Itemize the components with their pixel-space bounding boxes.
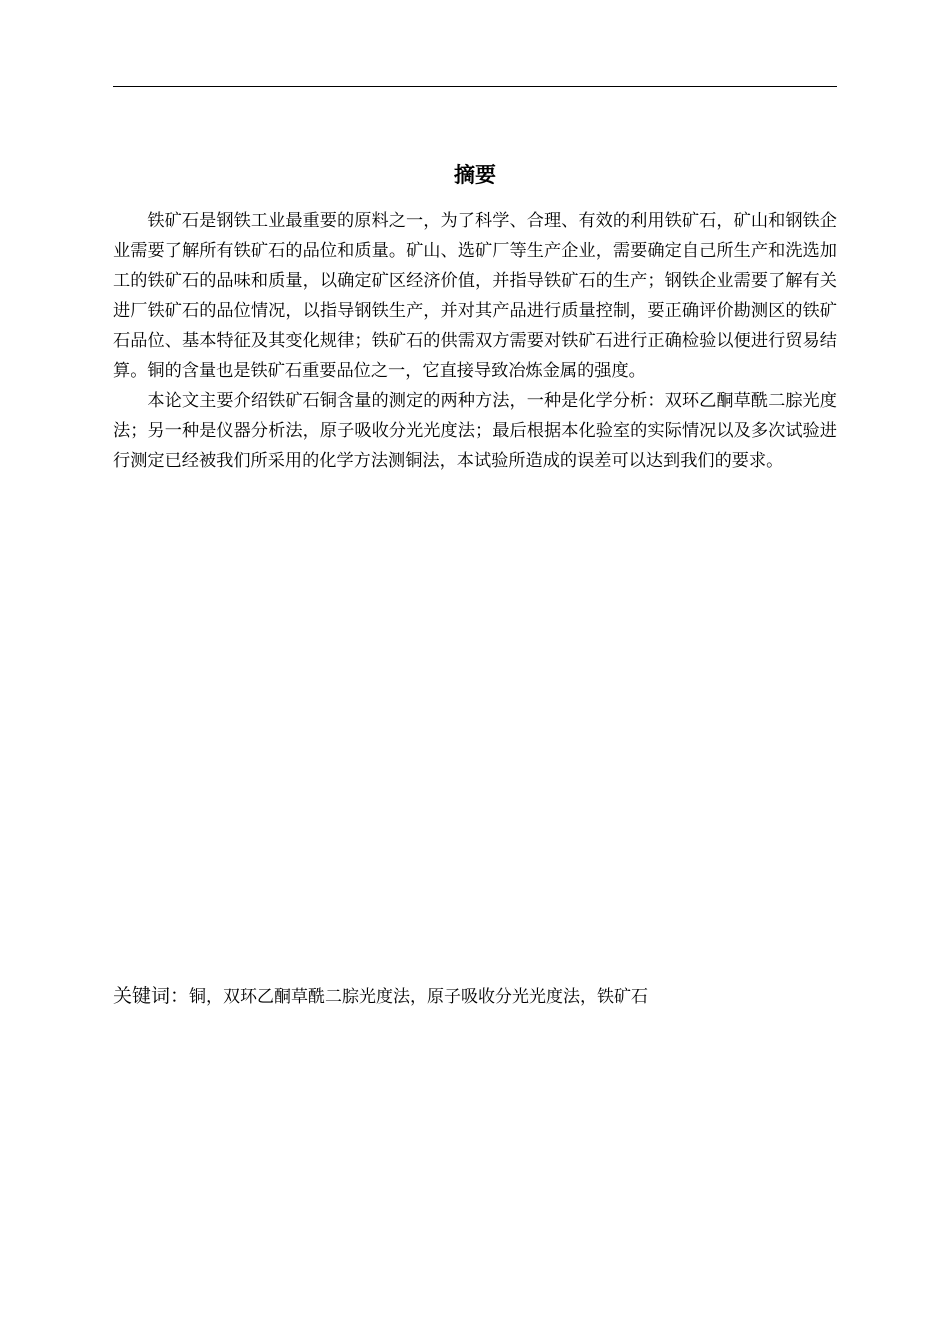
keywords-line [113, 982, 837, 1011]
keywords-label: 关键词： [113, 985, 190, 1007]
abstract-paragraph-1: 铁矿石是钢铁工业最重要的原料之一，为了科学、合理、有效的利用铁矿石，矿山和钢铁企业需要了解所有铁矿石的品位和质量。矿山、选矿厂等生产企业，需要确定自己所生产和洗选加工的铁矿石的品味和质量，以确定矿区经济价值，并指导铁矿石的生产；钢铁企业需要了解有关进厂铁矿石的品位情况，以指导钢铁生产，并对其产品进行质量控制，要正确评价勘测区的铁矿石品位、基本特征及其变化规律；铁矿石的供需双方需要对铁矿石进行正确检验以便进行贸易结算。铜的含量也是铁矿石重要品位之一，它直接导致冶炼金属的强度。 [113, 211, 837, 381]
abstract-body [113, 206, 837, 476]
keywords-text: 铜，双环乙酮草酰二腙光度法，原子吸收分光光度法，铁矿石 [189, 987, 649, 1007]
abstract-title: 摘要 [454, 163, 496, 187]
abstract-paragraph-2: 本论文主要介绍铁矿石铜含量的测定的两种方法，一种是化学分析：双环乙酮草酰二腙光度法；另一种是仪器分析法，原子吸收分光光度法；最后根据本化验室的实际情况以及多次试验进行测定已经被我们所采用的化学方法测铜法，本试验所造成的误差可以达到我们的要求。 [113, 391, 837, 471]
header-rule [113, 86, 837, 87]
